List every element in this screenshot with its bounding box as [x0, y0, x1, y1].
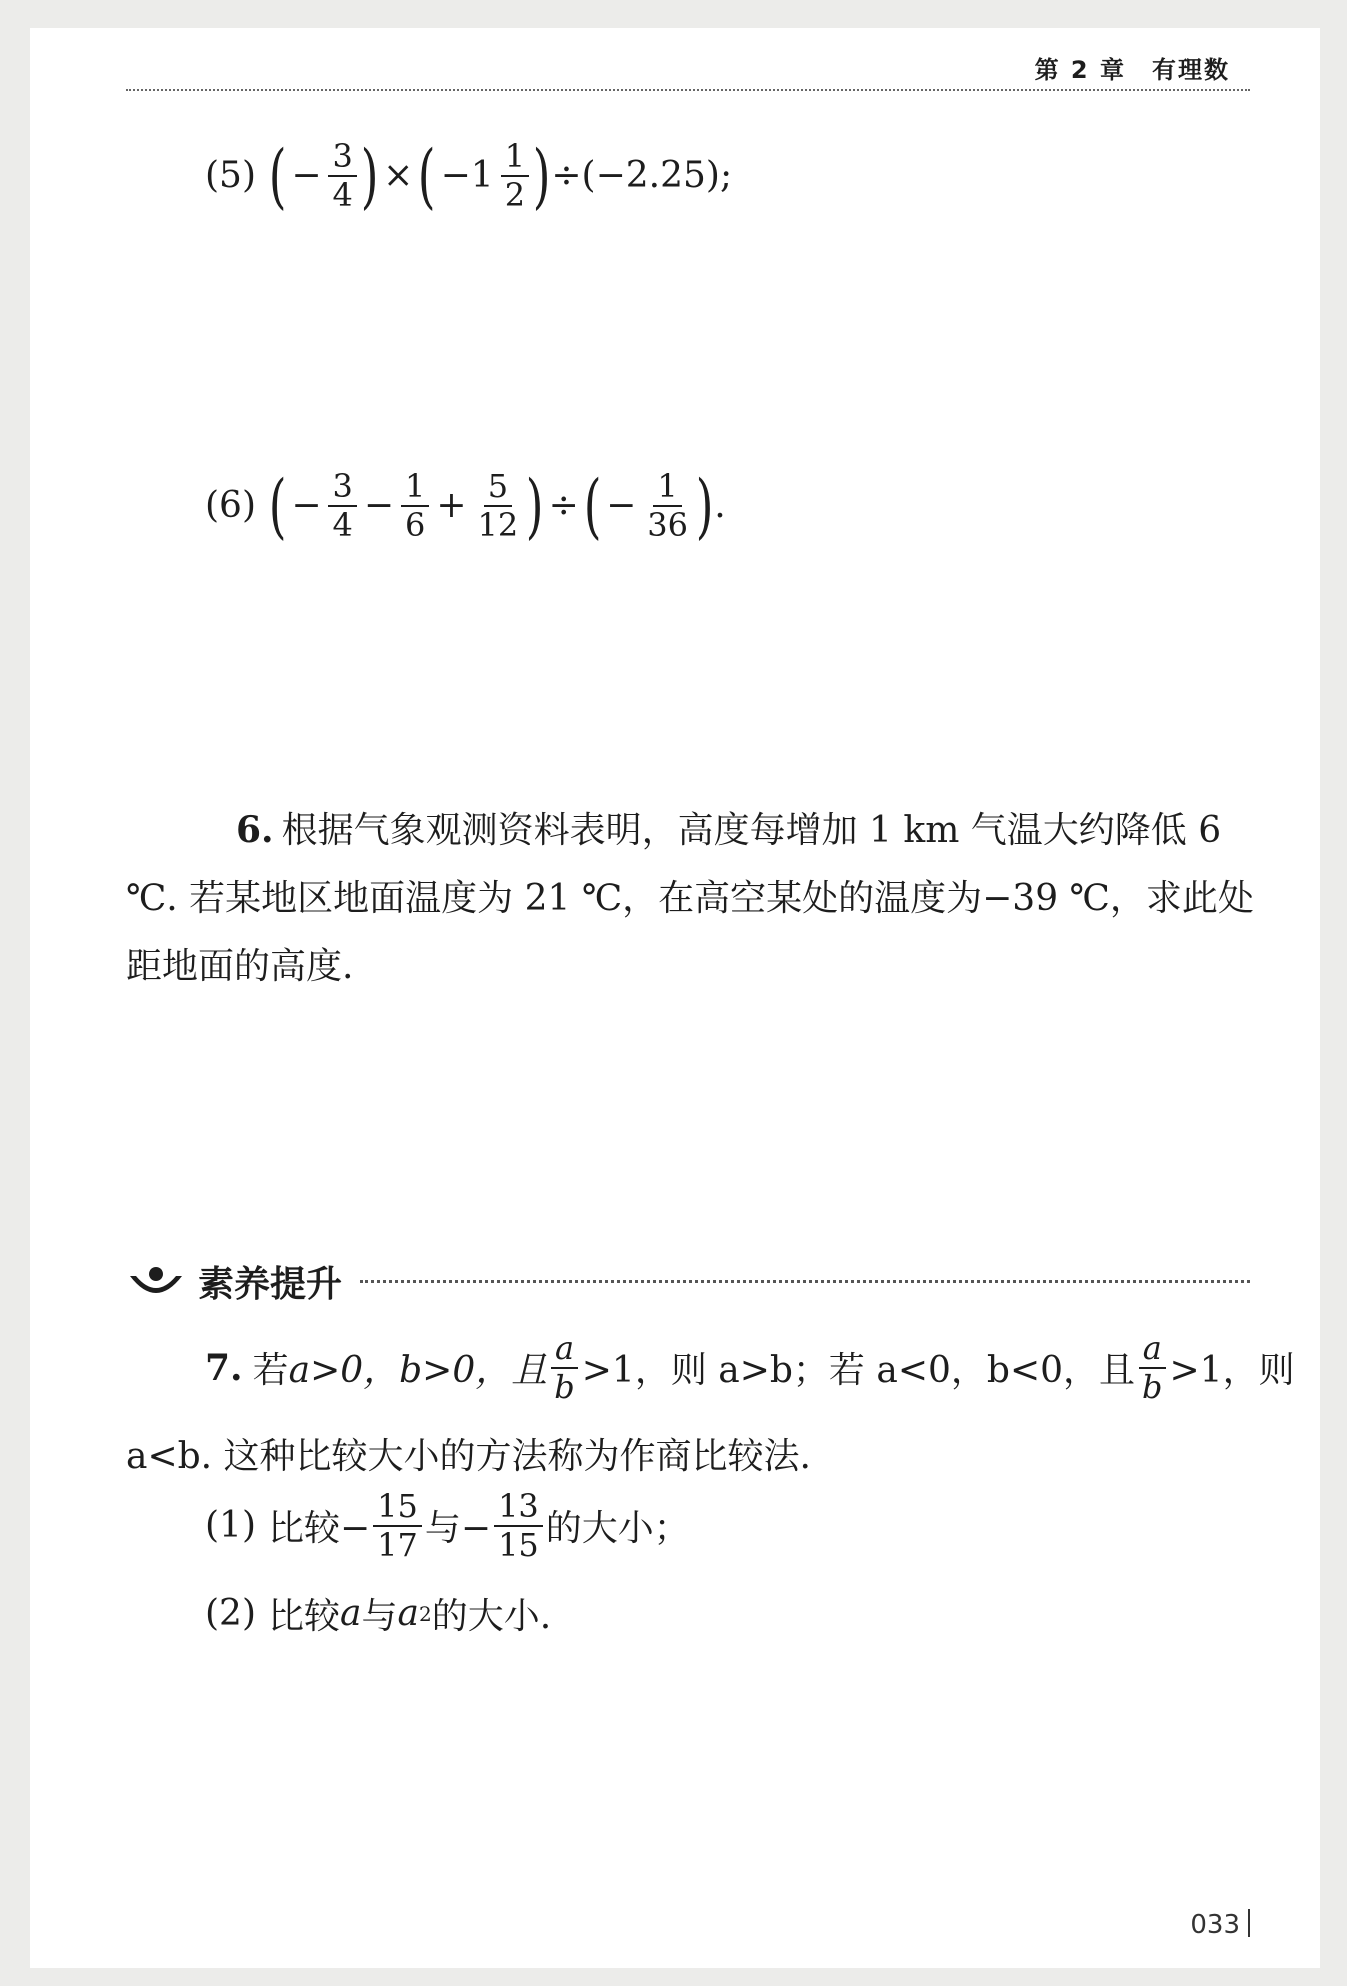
numerator: 1 — [401, 468, 429, 507]
denominator: 2 — [504, 175, 526, 214]
numerator: 13 — [494, 1488, 543, 1527]
fraction — [401, 468, 429, 544]
numerator: a — [551, 1330, 578, 1369]
fraction — [501, 138, 529, 214]
numerator: 1 — [653, 468, 681, 507]
numerator: 1 — [501, 138, 529, 177]
right-paren: ) — [360, 134, 379, 217]
minus-sign: − — [291, 485, 322, 527]
section-logo-icon — [126, 1262, 186, 1302]
section-header — [126, 1256, 1250, 1307]
fraction — [1138, 1330, 1166, 1406]
denominator: 12 — [477, 505, 519, 544]
question-7-line-2 — [126, 1428, 811, 1479]
numerator: 15 — [373, 1488, 422, 1527]
denominator: 4 — [332, 505, 353, 544]
minus-sign: − — [291, 155, 322, 197]
variable: a — [340, 1593, 362, 1634]
fraction — [494, 1488, 543, 1564]
expression-tail: ÷(−2.25); — [551, 155, 733, 197]
text: 比较− — [268, 1508, 371, 1550]
question-number: 7. — [205, 1346, 243, 1389]
text: 与 — [361, 1596, 398, 1637]
fraction — [550, 1330, 578, 1406]
denominator: 36 — [647, 505, 688, 544]
problem-5 — [205, 134, 733, 217]
left-paren: ( — [583, 464, 602, 547]
question-text: 根据气象观测资料表明，高度每增加 1 km 气温大约降低 6 ℃. 若某地区地面温度为 21 ℃，在高空某处的温度为−39 ℃，求此处距地面的高度. — [126, 810, 1254, 987]
problem-6 — [205, 464, 726, 547]
right-paren: ) — [526, 464, 544, 547]
divide-sign: ÷ — [548, 485, 579, 527]
section-title: 素养提升 — [198, 1264, 343, 1305]
mixed-whole: −1 — [440, 155, 494, 197]
denominator: 4 — [332, 175, 353, 214]
text: 的大小. — [431, 1596, 552, 1637]
text: 若 — [252, 1350, 289, 1392]
problem-number: (6) — [205, 485, 256, 527]
question-7-line-1 — [205, 1330, 1295, 1406]
left-paren: ( — [418, 134, 436, 217]
numerator: 3 — [328, 468, 356, 507]
right-paren: ) — [695, 464, 714, 547]
fraction — [373, 1488, 422, 1564]
problem-number: (5) — [205, 155, 256, 197]
exponent: 2 — [418, 1601, 432, 1626]
text: 的大小； — [545, 1508, 690, 1550]
right-paren: ) — [532, 134, 551, 217]
page-number: 033 — [1190, 1909, 1250, 1940]
denominator: b — [554, 1367, 575, 1406]
denominator: 15 — [498, 1525, 539, 1564]
fraction — [328, 138, 356, 214]
fraction — [643, 468, 692, 544]
fraction — [474, 468, 523, 544]
question-number: 6. — [236, 809, 274, 851]
text: a>0，b>0，且 — [288, 1350, 548, 1392]
chapter-header: 第 2 章 有理数 — [1034, 56, 1230, 84]
numerator: 5 — [484, 468, 512, 507]
fraction — [328, 468, 356, 544]
denominator: b — [1142, 1367, 1163, 1406]
denominator: 6 — [405, 505, 426, 544]
times-sign: × — [383, 155, 414, 197]
question-6 — [126, 796, 1276, 1001]
numerator: a — [1139, 1330, 1166, 1369]
question-7-sub-2 — [205, 1588, 551, 1639]
sub-number: (1) — [205, 1505, 256, 1547]
minus-sign: − — [606, 485, 637, 527]
text: >1，则 — [1169, 1350, 1295, 1392]
left-paren: ( — [268, 134, 287, 217]
header-divider — [126, 89, 1250, 91]
sub-number: (2) — [205, 1593, 256, 1634]
section-divider — [360, 1280, 1250, 1283]
numerator: 3 — [328, 138, 356, 177]
text: >1，则 a>b；若 a<0，b<0，且 — [581, 1350, 1136, 1392]
question-7-sub-1 — [205, 1488, 690, 1564]
plus-sign: + — [436, 485, 467, 527]
denominator: 17 — [377, 1525, 418, 1564]
page — [30, 28, 1320, 1968]
period: . — [714, 485, 726, 527]
minus-sign: − — [363, 485, 395, 527]
text: 比较 — [268, 1596, 341, 1637]
left-paren: ( — [268, 464, 287, 547]
text: a<b. 这种比较大小的方法称为作商比较法. — [126, 1436, 812, 1477]
variable: a — [397, 1593, 419, 1634]
text: 与− — [424, 1508, 492, 1550]
